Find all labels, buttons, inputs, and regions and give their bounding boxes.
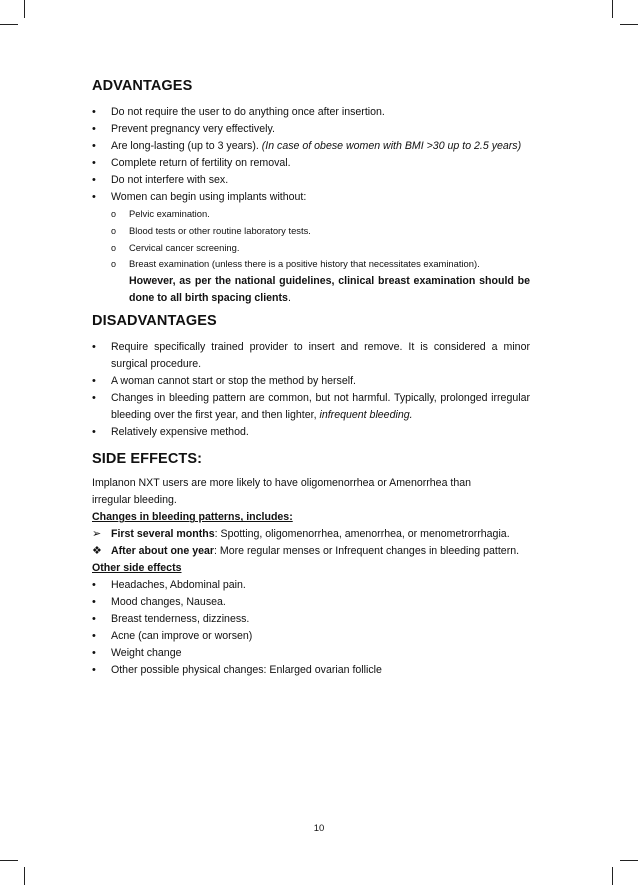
guideline-note: However, as per the national guidelines, clinical breast examination should be done to all birth spacing clients.: [129, 275, 530, 305]
bullet-marker: •: [92, 630, 96, 643]
sub-list-item: o Cervical cancer screening.: [92, 240, 530, 257]
list-item: • Complete return of fertility on removal.: [92, 155, 530, 172]
other-side-effects-list: [92, 577, 530, 679]
list-item: ➢ First several months: Spotting, oligomenorrhea, amenorrhea, or menometrorrhagia.: [92, 526, 530, 543]
advantages-list: [92, 104, 530, 307]
list-item: • Do not require the user to do anything once after insertion.: [92, 104, 530, 121]
bullet-marker: •: [92, 123, 96, 135]
list-item: • Weight change: [92, 645, 530, 662]
disadvantages-heading: DISADVANTAGES: [92, 313, 217, 330]
list-item: ❖ After about one year: More regular menses or Infrequent changes in bleeding pattern.: [92, 543, 530, 560]
circle-marker: o: [111, 209, 117, 219]
bullet-marker: •: [92, 596, 96, 609]
crop-mark-br-v: [612, 867, 613, 885]
crop-mark-bl-v: [24, 867, 25, 885]
list-item: • Prevent pregnancy very effectively.: [92, 121, 530, 138]
document-page: [92, 78, 530, 679]
diamond-bullet-icon: ❖: [92, 545, 102, 558]
list-item: • Women can begin using implants without: o Pelvic examination. o Blood tests or other routine laboratory tests. o Cervical cancer screening. o Breast examination (unless there is a positive history that necessitates examination). However, as per the national guidelines, clinical breast examination should be done to all birth spacing clients.: [92, 189, 530, 307]
crop-mark-tr-v: [612, 0, 613, 18]
circle-marker: o: [111, 259, 117, 270]
bullet-marker: •: [92, 157, 96, 169]
longlasting-note: (In case of obese women with BMI >30 up to 2.5 years): [261, 140, 522, 152]
bullet-marker: •: [92, 106, 96, 118]
circle-marker: o: [111, 225, 117, 236]
list-item: • Are long-lasting (up to 3 years). (In case of obese women with BMI >30 up to 2.5 years): [92, 138, 530, 155]
bullet-marker: •: [92, 375, 96, 388]
advantages-heading: ADVANTAGES: [92, 78, 193, 94]
bullet-marker: •: [92, 191, 96, 203]
bullet-marker: •: [92, 647, 96, 660]
bleeding-changes-list: [92, 526, 530, 560]
list-item: • Breast tenderness, dizziness.: [92, 611, 530, 628]
bullet-marker: •: [92, 140, 96, 152]
disadvantages-list: [92, 339, 530, 441]
sub-list-item: o Pelvic examination.: [92, 206, 530, 223]
circle-marker: o: [111, 242, 117, 253]
crop-mark-tl-v: [24, 0, 25, 18]
bullet-marker: •: [92, 613, 96, 626]
bullet-marker: •: [92, 579, 96, 592]
list-item: • A woman cannot start or stop the method by herself.: [92, 373, 530, 390]
changes-heading: Changes in bleeding patterns, includes:: [92, 511, 293, 524]
crop-mark-bl-h: [0, 860, 18, 861]
sub-list-item: o Breast examination (unless there is a positive history that necessitates examination).: [92, 256, 530, 273]
side-effects-heading: SIDE EFFECTS:: [92, 451, 203, 468]
crop-mark-tr-h: [620, 24, 638, 25]
bullet-marker: •: [92, 392, 96, 405]
list-item: • Other possible physical changes: Enlarged ovarian follicle: [92, 662, 530, 679]
bleeding-note: infrequent bleeding.: [319, 409, 413, 422]
side-effects-intro: Implanon NXT users are more likely to have oligomenorrhea or Amenorrhea than irregular bleeding.: [92, 477, 472, 507]
bullet-marker: •: [92, 174, 96, 186]
bullet-marker: •: [92, 341, 96, 354]
without-list: [92, 206, 530, 273]
sub-list-item: o Blood tests or other routine laboratory tests.: [92, 223, 530, 240]
crop-mark-br-h: [620, 860, 638, 861]
other-side-effects-heading: Other side effects: [92, 562, 182, 575]
bullet-marker: •: [92, 426, 96, 439]
arrow-bullet-icon: ➢: [92, 528, 102, 541]
list-item: • Changes in bleeding pattern are common, but not harmful. Typically, prolonged irregular bleeding over the first year, and then lighter, infrequent bleeding.: [92, 392, 530, 422]
page-number: 10: [313, 823, 325, 834]
list-item: • Headaches, Abdominal pain.: [92, 577, 530, 594]
crop-mark-tl-h: [0, 24, 18, 25]
list-item: • Mood changes, Nausea.: [92, 594, 530, 611]
list-item: • Require specifically trained provider to insert and remove. It is considered a minor surgical procedure.: [92, 341, 530, 371]
list-item: • Relatively expensive method.: [92, 424, 530, 441]
bullet-marker: •: [92, 664, 96, 677]
list-item: • Do not interfere with sex.: [92, 172, 530, 189]
list-item: • Acne (can improve or worsen): [92, 628, 530, 645]
